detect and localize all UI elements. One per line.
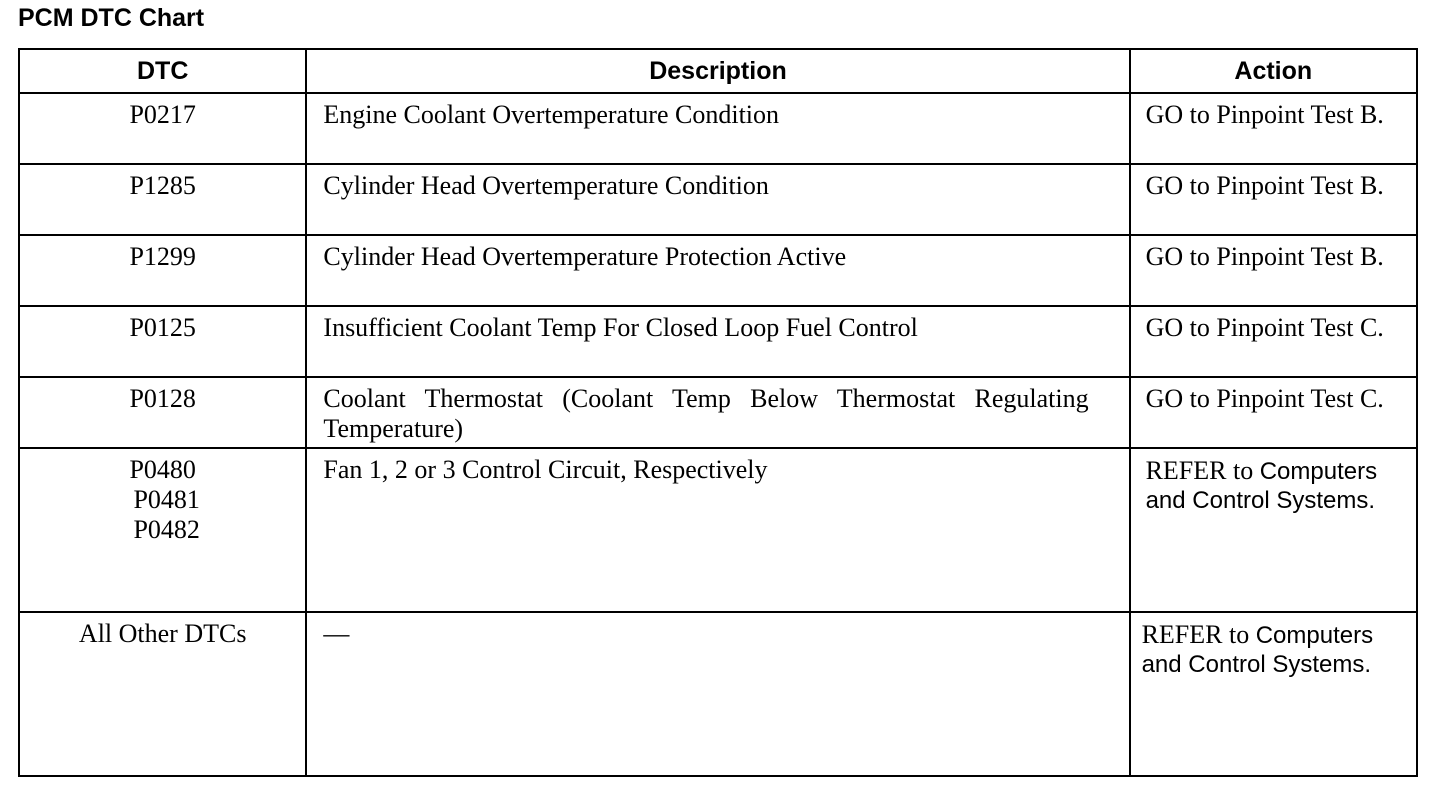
table-header-row — [19, 49, 1417, 93]
description-cell — [306, 93, 1129, 164]
dtc-code: P0480 — [129, 455, 196, 484]
dtc-code: P0125 — [129, 313, 196, 342]
description-cell — [306, 612, 1129, 776]
page-title: PCM DTC Chart — [18, 4, 205, 32]
description-text: Fan 1, 2 or 3 Control Circuit, Respectively — [323, 455, 768, 484]
header-action: Action — [1130, 49, 1417, 93]
dtc-code: P1299 — [129, 242, 196, 271]
dtc-code: P0482 — [133, 515, 200, 544]
header-dtc: DTC — [19, 49, 306, 93]
action-text: GO to Pinpoint Test C. — [1145, 384, 1384, 413]
refer-text: REFER to — [1145, 456, 1254, 485]
dtc-code: P0481 — [133, 485, 200, 514]
refer-link[interactable]: Computers and Control Systems. — [1145, 458, 1378, 514]
refer-link[interactable]: Computers and Control Systems. — [1141, 622, 1374, 678]
dtc-code: P1285 — [129, 171, 196, 200]
refer-text: REFER to — [1141, 620, 1250, 649]
action-text: GO to Pinpoint Test B. — [1145, 100, 1384, 129]
dtc-cell — [19, 93, 306, 164]
description-text: Insufficient Coolant Temp For Closed Loop Fuel Control — [323, 313, 918, 342]
description-text: — — [323, 619, 350, 648]
dtc-cell — [19, 164, 306, 235]
description-cell — [306, 377, 1129, 448]
dtc-cell — [19, 306, 306, 377]
table-row — [19, 235, 1417, 306]
table-row — [19, 164, 1417, 235]
description-cell — [306, 306, 1129, 377]
dtc-code: P0217 — [129, 100, 196, 129]
dtc-table — [18, 48, 1418, 777]
description-cell — [306, 448, 1129, 612]
dtc-cell — [19, 612, 306, 776]
description-cell — [306, 164, 1129, 235]
dtc-cell — [19, 448, 306, 612]
description-text: Coolant Thermostat (Coolant Temp Below Thermostat Regulating Temperature) — [323, 384, 1089, 443]
dtc-code: P0128 — [129, 384, 196, 413]
dtc-code: All Other DTCs — [78, 619, 247, 648]
action-text: GO to Pinpoint Test C. — [1145, 313, 1384, 342]
action-cell — [1130, 377, 1417, 448]
action-cell — [1130, 93, 1417, 164]
action-cell — [1130, 235, 1417, 306]
dtc-cell — [19, 377, 306, 448]
table-row — [19, 448, 1417, 612]
action-cell — [1130, 306, 1417, 377]
description-text: Cylinder Head Overtemperature Protection Active — [323, 242, 847, 271]
description-text: Cylinder Head Overtemperature Condition — [323, 171, 769, 200]
dtc-cell — [19, 235, 306, 306]
description-text: Engine Coolant Overtemperature Condition — [323, 100, 780, 129]
table-row — [19, 306, 1417, 377]
table-row — [19, 377, 1417, 448]
header-description: Description — [306, 49, 1129, 93]
action-cell — [1130, 164, 1417, 235]
action-cell — [1130, 448, 1417, 612]
action-cell — [1130, 612, 1417, 776]
description-cell — [306, 235, 1129, 306]
table-row — [19, 93, 1417, 164]
action-text: GO to Pinpoint Test B. — [1145, 171, 1384, 200]
action-text: GO to Pinpoint Test B. — [1145, 242, 1384, 271]
table-row — [19, 612, 1417, 776]
